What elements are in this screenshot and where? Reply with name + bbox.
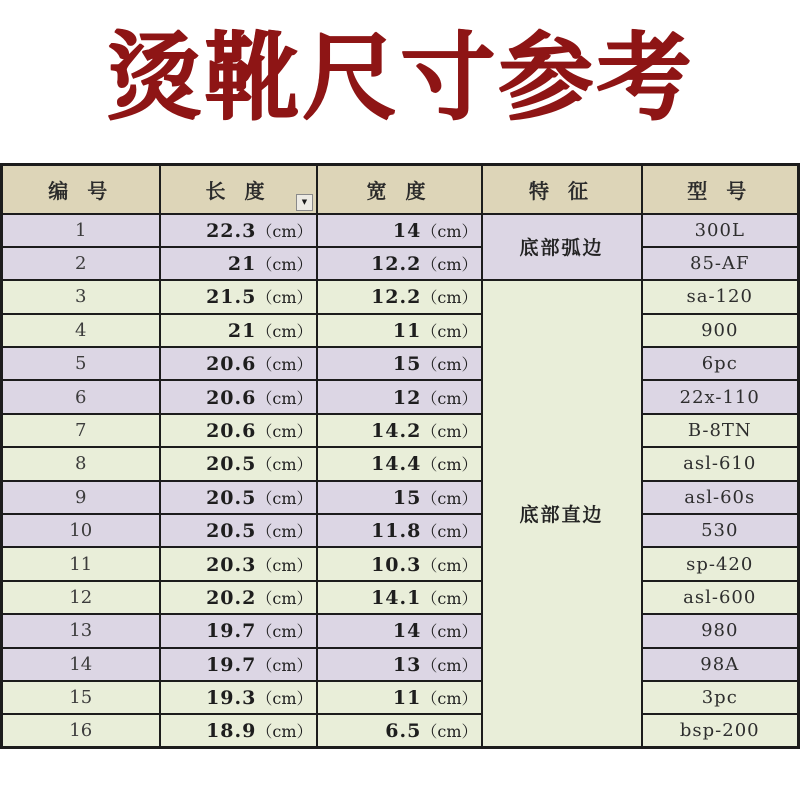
cell-model: 980 (642, 614, 799, 647)
table-row (2, 514, 799, 547)
cell-width: 12.2（cm） (317, 280, 482, 313)
cell-number: 16 (2, 714, 160, 747)
cell-length: 20.6（cm） (160, 347, 317, 380)
cell-length: 20.5（cm） (160, 514, 317, 547)
cell-model: bsp-200 (642, 714, 799, 747)
table-row (2, 481, 799, 514)
header-row (2, 165, 799, 214)
cell-width: 11.8（cm） (317, 514, 482, 547)
cell-length: 20.5（cm） (160, 447, 317, 480)
cell-model: asl-610 (642, 447, 799, 480)
cell-width: 12（cm） (317, 380, 482, 413)
cell-model: 530 (642, 514, 799, 547)
cell-width: 15（cm） (317, 481, 482, 514)
cell-width: 10.3（cm） (317, 547, 482, 580)
table-row (2, 714, 799, 747)
cell-number: 10 (2, 514, 160, 547)
cell-number: 4 (2, 314, 160, 347)
page-title: 烫靴尺寸参考 (105, 25, 694, 131)
cell-model: sa-120 (642, 280, 799, 313)
cell-width: 14（cm） (317, 214, 482, 247)
cell-width: 11（cm） (317, 681, 482, 714)
cell-length: 20.6（cm） (160, 414, 317, 447)
cell-model: 85-AF (642, 247, 799, 280)
cell-model: 22x-110 (642, 380, 799, 413)
table-row (2, 581, 799, 614)
cell-model: 98A (642, 648, 799, 681)
table-row (2, 681, 799, 714)
cell-number: 14 (2, 648, 160, 681)
header-number: 编 号 (2, 165, 160, 214)
table-row (2, 648, 799, 681)
size-reference-table (0, 163, 800, 749)
cell-number: 12 (2, 581, 160, 614)
table-row (2, 280, 799, 313)
cell-length: 18.9（cm） (160, 714, 317, 747)
cell-number: 13 (2, 614, 160, 647)
cell-number: 8 (2, 447, 160, 480)
cell-width: 14.2（cm） (317, 414, 482, 447)
cell-length: 20.5（cm） (160, 481, 317, 514)
cell-width: 11（cm） (317, 314, 482, 347)
table-row (2, 414, 799, 447)
cell-number: 2 (2, 247, 160, 280)
table-row (2, 347, 799, 380)
cell-model: 6pc (642, 347, 799, 380)
cell-number: 7 (2, 414, 160, 447)
table-body (2, 214, 799, 748)
cell-model: asl-60s (642, 481, 799, 514)
header-width: 宽 度 (317, 165, 482, 214)
cell-length: 22.3（cm） (160, 214, 317, 247)
table-row (2, 547, 799, 580)
cell-length: 20.6（cm） (160, 380, 317, 413)
cell-model: asl-600 (642, 581, 799, 614)
cell-model: 3pc (642, 681, 799, 714)
cell-width: 15（cm） (317, 347, 482, 380)
cell-number: 6 (2, 380, 160, 413)
cell-width: 14（cm） (317, 614, 482, 647)
table-row (2, 214, 799, 247)
cell-feature: 底部直边 (482, 280, 642, 747)
cell-feature: 底部弧边 (482, 214, 642, 281)
header-feature: 特 征 (482, 165, 642, 214)
cell-number: 3 (2, 280, 160, 313)
table-row (2, 380, 799, 413)
cell-model: 900 (642, 314, 799, 347)
table-row (2, 447, 799, 480)
header-model: 型 号 (642, 165, 799, 214)
cell-length: 19.7（cm） (160, 614, 317, 647)
cell-length: 20.2（cm） (160, 581, 317, 614)
cell-model: sp-420 (642, 547, 799, 580)
cell-model: B-8TN (642, 414, 799, 447)
cell-width: 6.5（cm） (317, 714, 482, 747)
cell-number: 9 (2, 481, 160, 514)
table-row (2, 614, 799, 647)
cell-width: 13（cm） (317, 648, 482, 681)
cell-width: 14.4（cm） (317, 447, 482, 480)
cell-number: 15 (2, 681, 160, 714)
cell-width: 14.1（cm） (317, 581, 482, 614)
cell-width: 12.2（cm） (317, 247, 482, 280)
cell-length: 21（cm） (160, 314, 317, 347)
cell-length: 21（cm） (160, 247, 317, 280)
length-filter-dropdown-button[interactable]: ▼ (296, 194, 313, 211)
cell-length: 19.3（cm） (160, 681, 317, 714)
cell-length: 20.3（cm） (160, 547, 317, 580)
table-row (2, 314, 799, 347)
cell-number: 5 (2, 347, 160, 380)
cell-length: 19.7（cm） (160, 648, 317, 681)
cell-number: 11 (2, 547, 160, 580)
table-row (2, 247, 799, 280)
cell-model: 300L (642, 214, 799, 247)
cell-length: 21.5（cm） (160, 280, 317, 313)
cell-number: 1 (2, 214, 160, 247)
header-length: 长 度 (160, 165, 317, 214)
